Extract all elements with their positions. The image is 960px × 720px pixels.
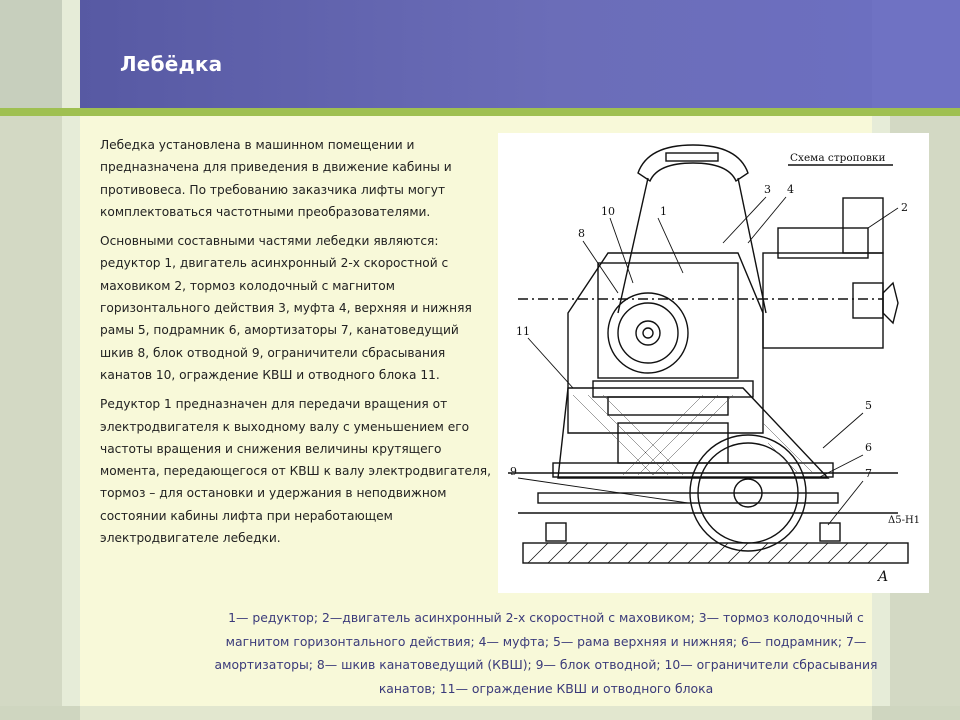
callout-1: 1: [660, 205, 667, 218]
figure-caption: 1— редуктор; 2—двигатель асинхронный 2-х скоростной с маховиком; 3— тормоз колодочный с магнитом горизонтального действия; 4— муфта; 5— рама верхняя и нижняя; 6— подрамник; 7— амортизаторы; 8— шкив канатоведущий (КВШ); 9— блок отводной; 10— ограничители сбрасывания канатов; 11— ограждение КВШ и отводного блока: [214, 610, 878, 696]
footer-band: [0, 706, 960, 720]
callout-10: 10: [601, 205, 615, 218]
callout-2: 2: [901, 201, 908, 214]
section-mark: A: [878, 569, 889, 585]
callout-3: 3: [764, 183, 771, 196]
paragraph-intro: Лебедка установлена в машинном помещении и предназначена для приведения в движение кабины и противовеса. По требованию заказчика лифты могут комплектоваться частотными преобразователями.: [100, 138, 452, 219]
callout-5: 5: [865, 399, 872, 412]
winch-drawing: [498, 133, 929, 593]
slide-title: Лебёдка: [120, 52, 223, 76]
callout-8: 8: [578, 227, 585, 240]
paragraph-reducer: Редуктор 1 предназначен для передачи вращения от электродвигателя к выходному валу с уменьшением его частоты вращения и снижения величины крутящего момента, передающегося от КВШ к валу электродвигателя, тормоз – для остановки и удержания в неподвижном состоянии кабины лифта при неработающем электродвигателе лебедки.: [100, 397, 491, 546]
winch-schematic: [498, 133, 929, 593]
callout-7: 7: [865, 467, 872, 480]
callout-9: 9: [510, 465, 517, 478]
scheme-label: Схема строповки: [790, 152, 886, 164]
level-mark: Δ5-Н1: [888, 515, 921, 526]
lifting-yoke: [638, 145, 748, 181]
paragraph-components: Основными составными частями лебедки являются: редуктор 1, двигатель асинхронный 2-х скоростной с маховиком 2, тормоз колодочный с магнитом горизонтального действия 3, муфта 4, верхняя и нижняя рамы 5, подрамник 6, амортизаторы 7, канатоведущий шкив 8, блок отводной 9, ограничители сбрасывания канатов 10, ограждение КВШ и отводного блока 11.: [100, 234, 472, 382]
header-left-band: [0, 0, 62, 108]
header-right-band: [872, 0, 960, 108]
accent-bar: [0, 108, 960, 116]
callout-6: 6: [865, 441, 872, 454]
callout-4: 4: [787, 183, 794, 196]
body-text: [100, 134, 492, 556]
callout-11: 11: [516, 325, 530, 338]
